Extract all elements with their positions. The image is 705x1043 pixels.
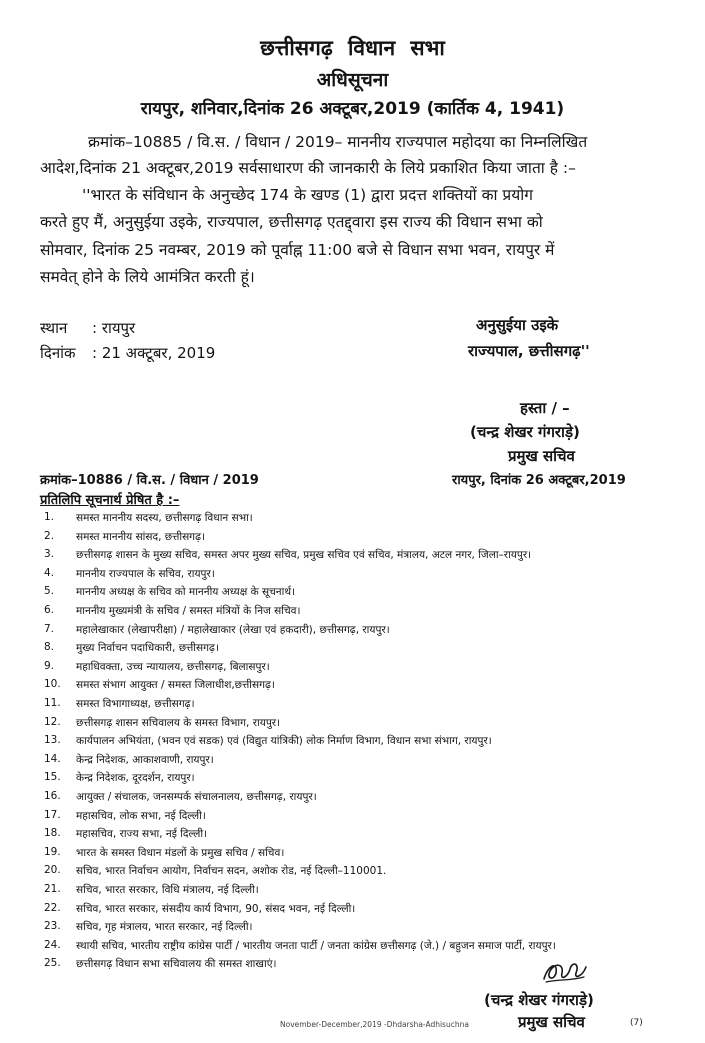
distribution-number: 25. <box>44 957 61 969</box>
distribution-item: महाधिवक्ता, उच्च न्यायालय, छत्तीसगढ़, बिलासपुर। <box>76 661 270 673</box>
document-subtitle: अधिसूचना <box>316 69 389 91</box>
copy-ref-place-date: रायपुर, दिनांक 26 अक्टूबर,2019 <box>452 473 626 488</box>
distribution-number: 1. <box>44 511 55 523</box>
distribution-number: 13. <box>44 734 61 746</box>
distribution-number: 12. <box>44 716 61 728</box>
page-number: (7) <box>630 1018 643 1028</box>
final-signatory-designation: प्रमुख सचिव <box>518 1013 585 1031</box>
copy-heading: प्रतिलिपि सूचनार्थ प्रेषित है :– <box>40 493 180 508</box>
document-dateline: रायपुर, शनिवार,दिनांक 26 अक्टूबर,2019 (कार्तिक 4, 1941) <box>140 99 565 119</box>
governor-title: राज्यपाल, छत्तीसगढ़'' <box>468 342 590 360</box>
signed-mark: हस्ता / – <box>520 399 570 417</box>
distribution-item: महासचिव, राज्य सभा, नई दिल्ली। <box>76 828 208 840</box>
distribution-item: समस्त माननीय सांसद, छत्तीसगढ़। <box>76 531 205 543</box>
distribution-number: 24. <box>44 939 61 951</box>
body-line-1: क्रमांक–10885 / वि.स. / विधान / 2019– माननीय राज्यपाल महोदया का निम्नलिखित <box>88 133 588 151</box>
distribution-item: समस्त विभागाध्यक्ष, छत्तीसगढ़। <box>76 698 195 710</box>
distribution-number: 9. <box>44 660 55 672</box>
distribution-item: भारत के समस्त विधान मंडलों के प्रमुख सचिव / सचिव। <box>76 847 285 859</box>
distribution-item: केन्द्र निदेशक, दूरदर्शन, रायपुर। <box>76 772 195 784</box>
body-line-4: करते हुए मैं, अनुसुईया उइके, राज्यपाल, छत्तीसगढ़ एतद्द्वारा इस राज्य की विधान सभा को <box>40 213 543 231</box>
body-line-2: आदेश,दिनांक 21 अक्टूबर,2019 सर्वसाधारण की जानकारी के लिये प्रकाशित किया जाता है :– <box>40 159 576 177</box>
distribution-item: छत्तीसगढ़ शासन सचिवालय के समस्त विभाग, रायपुर। <box>76 717 281 729</box>
distribution-number: 7. <box>44 623 55 635</box>
secretary-designation: प्रमुख सचिव <box>508 447 575 465</box>
distribution-number: 14. <box>44 753 61 765</box>
distribution-item: माननीय मुख्यमंत्री के सचिव / समस्त मंत्रियों के निज सचिव। <box>76 605 301 617</box>
distribution-item: माननीय राज्यपाल के सचिव, रायपुर। <box>76 568 215 580</box>
distribution-number: 8. <box>44 641 55 653</box>
distribution-number: 16. <box>44 790 61 802</box>
distribution-item: स्थायी सचिव, भारतीय राष्ट्रीय कांग्रेस पार्टी / भारतीय जनता पार्टी / जनता कांग्रेस छत्तीसगढ़ (जे.) / बहुजन समाज पार्टी, रायपुर। <box>76 940 556 952</box>
distribution-item: माननीय अध्यक्ष के सचिव को माननीय अध्यक्ष के सूचनार्थ। <box>76 586 296 598</box>
body-line-6: समवेत् होने के लिये आमंत्रित करती हूं। <box>40 268 255 286</box>
distribution-item: महासचिव, लोक सभा, नई दिल्ली। <box>76 810 206 822</box>
copy-ref-number: क्रमांक–10886 / वि.स. / विधान / 2019 <box>40 473 259 488</box>
distribution-number: 18. <box>44 827 61 839</box>
distribution-item: मुख्य निर्वाचन पदाधिकारी, छत्तीसगढ़। <box>76 642 219 654</box>
place-value: : रायपुर <box>92 319 136 337</box>
distribution-item: आयुक्त / संचालक, जनसम्पर्क संचालनालय, छत्तीसगढ़, रायपुर। <box>76 791 317 803</box>
distribution-item: छत्तीसगढ़ शासन के मुख्य सचिव, समस्त अपर मुख्य सचिव, प्रमुख सचिव एवं सचिव, मंत्रालय, अटल नगर, जिला–रायपुर। <box>76 549 532 561</box>
distribution-item: महालेखाकार (लेखापरीक्षा) / महालेखाकार (लेखा एवं हकदारी), छत्तीसगढ़, रायपुर। <box>76 624 390 636</box>
distribution-number: 15. <box>44 771 61 783</box>
date-value: : 21 अक्टूबर, 2019 <box>92 344 216 362</box>
document-title: छत्तीसगढ़ विधान सभा <box>260 36 445 60</box>
distribution-item: केन्द्र निदेशक, आकाशवाणी, रायपुर। <box>76 754 214 766</box>
distribution-number: 20. <box>44 864 61 876</box>
body-line-3: ''भारत के संविधान के अनुच्छेद 174 के खण्ड (1) द्वारा प्रदत्त शक्तियों का प्रयोग <box>82 186 533 204</box>
distribution-item: समस्त माननीय सदस्य, छत्तीसगढ़ विधान सभा। <box>76 512 253 524</box>
distribution-number: 2. <box>44 530 55 542</box>
governor-name: अनुसुईया उइके <box>476 316 559 334</box>
distribution-item: समस्त संभाग आयुक्त / समस्त जिलाधीश,छत्तीसगढ़। <box>76 679 275 691</box>
distribution-number: 17. <box>44 809 61 821</box>
final-signatory-name: (चन्द्र शेखर गंगराड़े) <box>484 991 594 1009</box>
secretary-name: (चन्द्र शेखर गंगराड़े) <box>470 423 580 441</box>
distribution-number: 10. <box>44 678 61 690</box>
date-label: दिनांक <box>40 344 76 362</box>
distribution-number: 4. <box>44 567 55 579</box>
distribution-item: सचिव, भारत निर्वाचन आयोग, निर्वाचन सदन, अशोक रोड, नई दिल्ली–110001. <box>76 865 387 877</box>
place-label: स्थान <box>40 319 68 337</box>
distribution-number: 23. <box>44 920 61 932</box>
body-line-5: सोमवार, दिनांक 25 नवम्बर, 2019 को पूर्वाह्न 11:00 बजे से विधान सभा भवन, रायपुर में <box>40 241 555 259</box>
distribution-item: कार्यपालन अभियंता, (भवन एवं सडक) एवं (विद्युत यांत्रिकी) लोक निर्माण विभाग, विधान सभा संभाग, रायपुर। <box>76 735 492 747</box>
distribution-number: 6. <box>44 604 55 616</box>
distribution-number: 19. <box>44 846 61 858</box>
distribution-number: 11. <box>44 697 61 709</box>
distribution-item: छत्तीसगढ़ विधान सभा सचिवालय की समस्त शाखाएं। <box>76 958 277 970</box>
distribution-number: 5. <box>44 585 55 597</box>
distribution-item: सचिव, भारत सरकार, विधि मंत्रालय, नई दिल्ली। <box>76 884 259 896</box>
distribution-number: 21. <box>44 883 61 895</box>
footer-note: November-December,2019 -Dhdarsha-Adhisuchna <box>280 1020 469 1029</box>
distribution-item: सचिव, भारत सरकार, संसदीय कार्य विभाग, 90, संसद भवन, नई दिल्ली। <box>76 903 356 915</box>
distribution-item: सचिव, गृह मंत्रालय, भारत सरकार, नई दिल्ली। <box>76 921 253 933</box>
distribution-number: 22. <box>44 902 61 914</box>
distribution-number: 3. <box>44 548 55 560</box>
handwritten-signature <box>540 955 590 985</box>
